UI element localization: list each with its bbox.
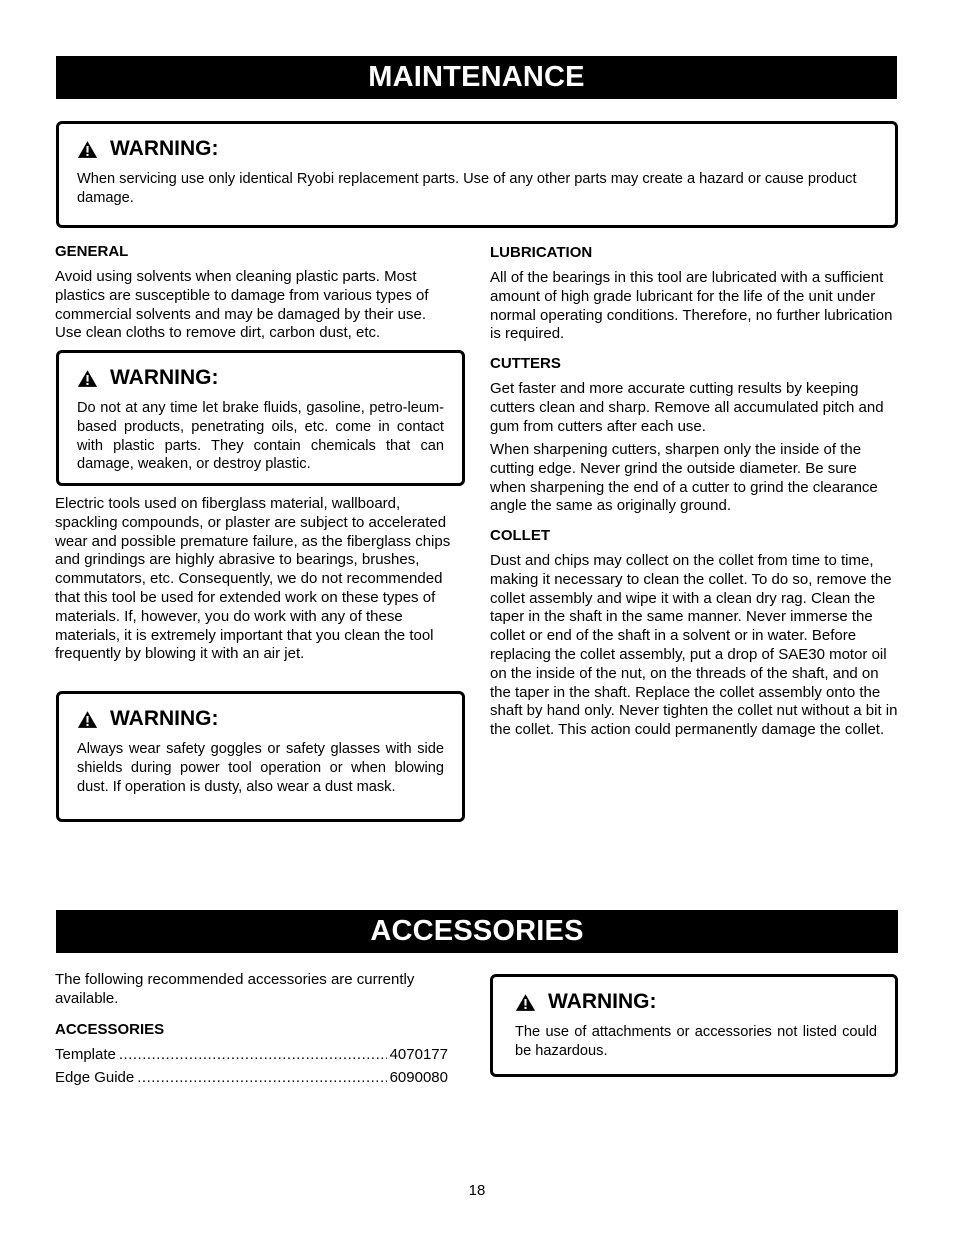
accessories-title: ACCESSORIES [370,915,584,947]
warning-heading [515,989,877,1015]
collet-text: Dust and chips may collect on the collet from time to time, making it necessary to clean the collet. To do so, remove the collet assembly and wipe it with a clean dry rag. Clean the taper in the shaft in the same manner. Never immerse the collet or end of the shaft in a solvent or in water. Before replacing the collet assembly, put a drop of SAE30 motor oil on the inside of the nut, on the threads of the shaft, and on the taper in the shaft. Replace the collet assembly onto the shaft by hand only. Never tighten the collet nut without a bit in the collet. This action could permanently damage the collet. [490,552,898,739]
warning-heading [77,365,444,391]
top-warning-box [56,121,898,228]
accessory-label: Template [55,1046,116,1063]
accessories-banner [56,910,898,953]
maintenance-title: MAINTENANCE [368,61,585,93]
dot-leader [137,1068,386,1087]
list-item [55,1045,448,1064]
list-item [55,1068,448,1087]
warning-heading-text: WARNING: [110,707,219,730]
page-number: 18 [468,1182,486,1199]
warning-heading-text: WARNING: [548,990,657,1013]
warning-triangle-icon [77,369,98,388]
accessories-warning-box [490,974,898,1077]
warning-text: When servicing use only identical Ryobi replacement parts. Use of any other parts may create a hazard or cause product damage. [77,171,857,206]
general-text: Avoid using solvents when cleaning plastic parts. Most plastics are susceptible to damage from various types of commercial solvents and may be damaged by their use. Use clean cloths to remove dirt, carbon dust, etc. [55,268,429,342]
warning-text: The use of attachments or accessories not listed could be hazardous. [515,1024,877,1059]
warning-plastic-box [56,350,465,486]
cutters-heading: CUTTERS [490,355,561,372]
accessories-intro: The following recommended accessories are currently available. [55,971,415,1007]
warning-heading [77,706,444,732]
warning-text: Do not at any time let brake fluids, gasoline, petro-leum-based products, penetrating oils, etc. come in contact with plastic parts. They contain chemicals that can damage, weaken, or destroy plastic. [77,400,444,473]
lubrication-heading: LUBRICATION [490,244,593,261]
accessory-number: 6090080 [389,1069,448,1086]
warning-heading-text: WARNING: [110,137,219,160]
warning-text: Always wear safety goggles or safety glasses with side shields during power tool operation or when blowing dust. If operation is dusty, also wear a dust mask. [77,741,444,795]
collet-heading: COLLET [490,527,550,544]
warning-triangle-icon [515,993,536,1012]
maintenance-banner [56,56,897,99]
cutters-text-1: Get faster and more accurate cutting results by keeping cutters clean and sharp. Remove all accumulated pitch and gum from cutters after each use. [490,380,884,435]
lubrication-text: All of the bearings in this tool are lubricated with a sufficient amount of high grade lubricant for the life of the unit under normal operating conditions. Therefore, no further lubrication is required. [490,269,893,343]
electric-tools-text: Electric tools used on fiberglass material, wallboard, spackling compounds, or plaster are subject to accelerated wear and possible premature failure, as the fiberglass chips and grindings are highly abrasive to bearings, brushes, commutators, etc. Consequently, we do not recommended that this tool be used for extended work on these types of materials. If, however, you do work with any of these materials, it is extremely important that you clean the tool frequently by blowing it with an air jet. [55,495,451,663]
warning-triangle-icon [77,710,98,729]
cutters-text-2: When sharpening cutters, sharpen only the inside of the cutting edge. Never grind the outside diameter. Be sure when sharpening the end of a cutter to grind the clearance angle the same as originally ground. [490,441,878,515]
warning-goggles-box [56,691,465,822]
warning-triangle-icon [77,140,98,159]
warning-heading-text: WARNING: [110,366,219,389]
accessory-label: Edge Guide [55,1069,135,1086]
accessories-list-heading: ACCESSORIES [55,1021,165,1038]
warning-heading [77,136,877,162]
general-heading: GENERAL [55,243,129,260]
dot-leader [119,1045,387,1064]
accessory-number: 4070177 [389,1046,448,1063]
